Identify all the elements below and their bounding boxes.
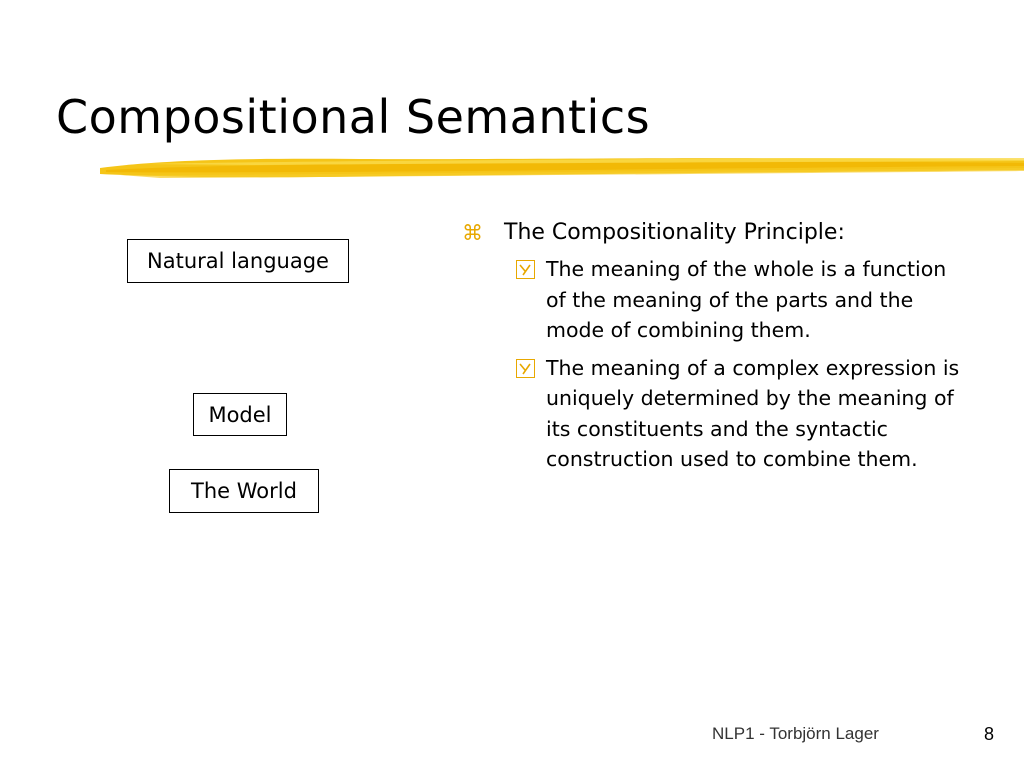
checkbox-icon	[516, 260, 535, 279]
model-box: Model	[193, 393, 287, 436]
checkbox-icon	[516, 359, 535, 378]
command-key-icon: ⌘	[462, 221, 483, 245]
sub-bullet-text: The meaning of the whole is a function of the meaning of the parts and the mode of combining them.	[546, 257, 947, 342]
sub-bullet-text: The meaning of a complex expression is uniquely determined by the meaning of its constituents and the syntactic construction used to combine them.	[546, 355, 960, 471]
sub-bullet-item	[516, 254, 966, 346]
title-underline-brushstroke	[100, 150, 1024, 186]
sub-bullet-list	[462, 254, 982, 475]
page-number: 8	[984, 724, 995, 744]
the-world-box: The World	[169, 469, 319, 513]
sub-bullet-item	[516, 353, 966, 475]
footer-author: NLP1 - Torbjörn Lager	[712, 724, 879, 743]
slide-title: Compositional Semantics	[56, 90, 651, 144]
bullet-list	[462, 218, 982, 482]
main-bullet-text: The Compositionality Principle:	[504, 220, 845, 245]
main-bullet	[462, 218, 982, 248]
natural-language-box: Natural language	[127, 239, 349, 283]
